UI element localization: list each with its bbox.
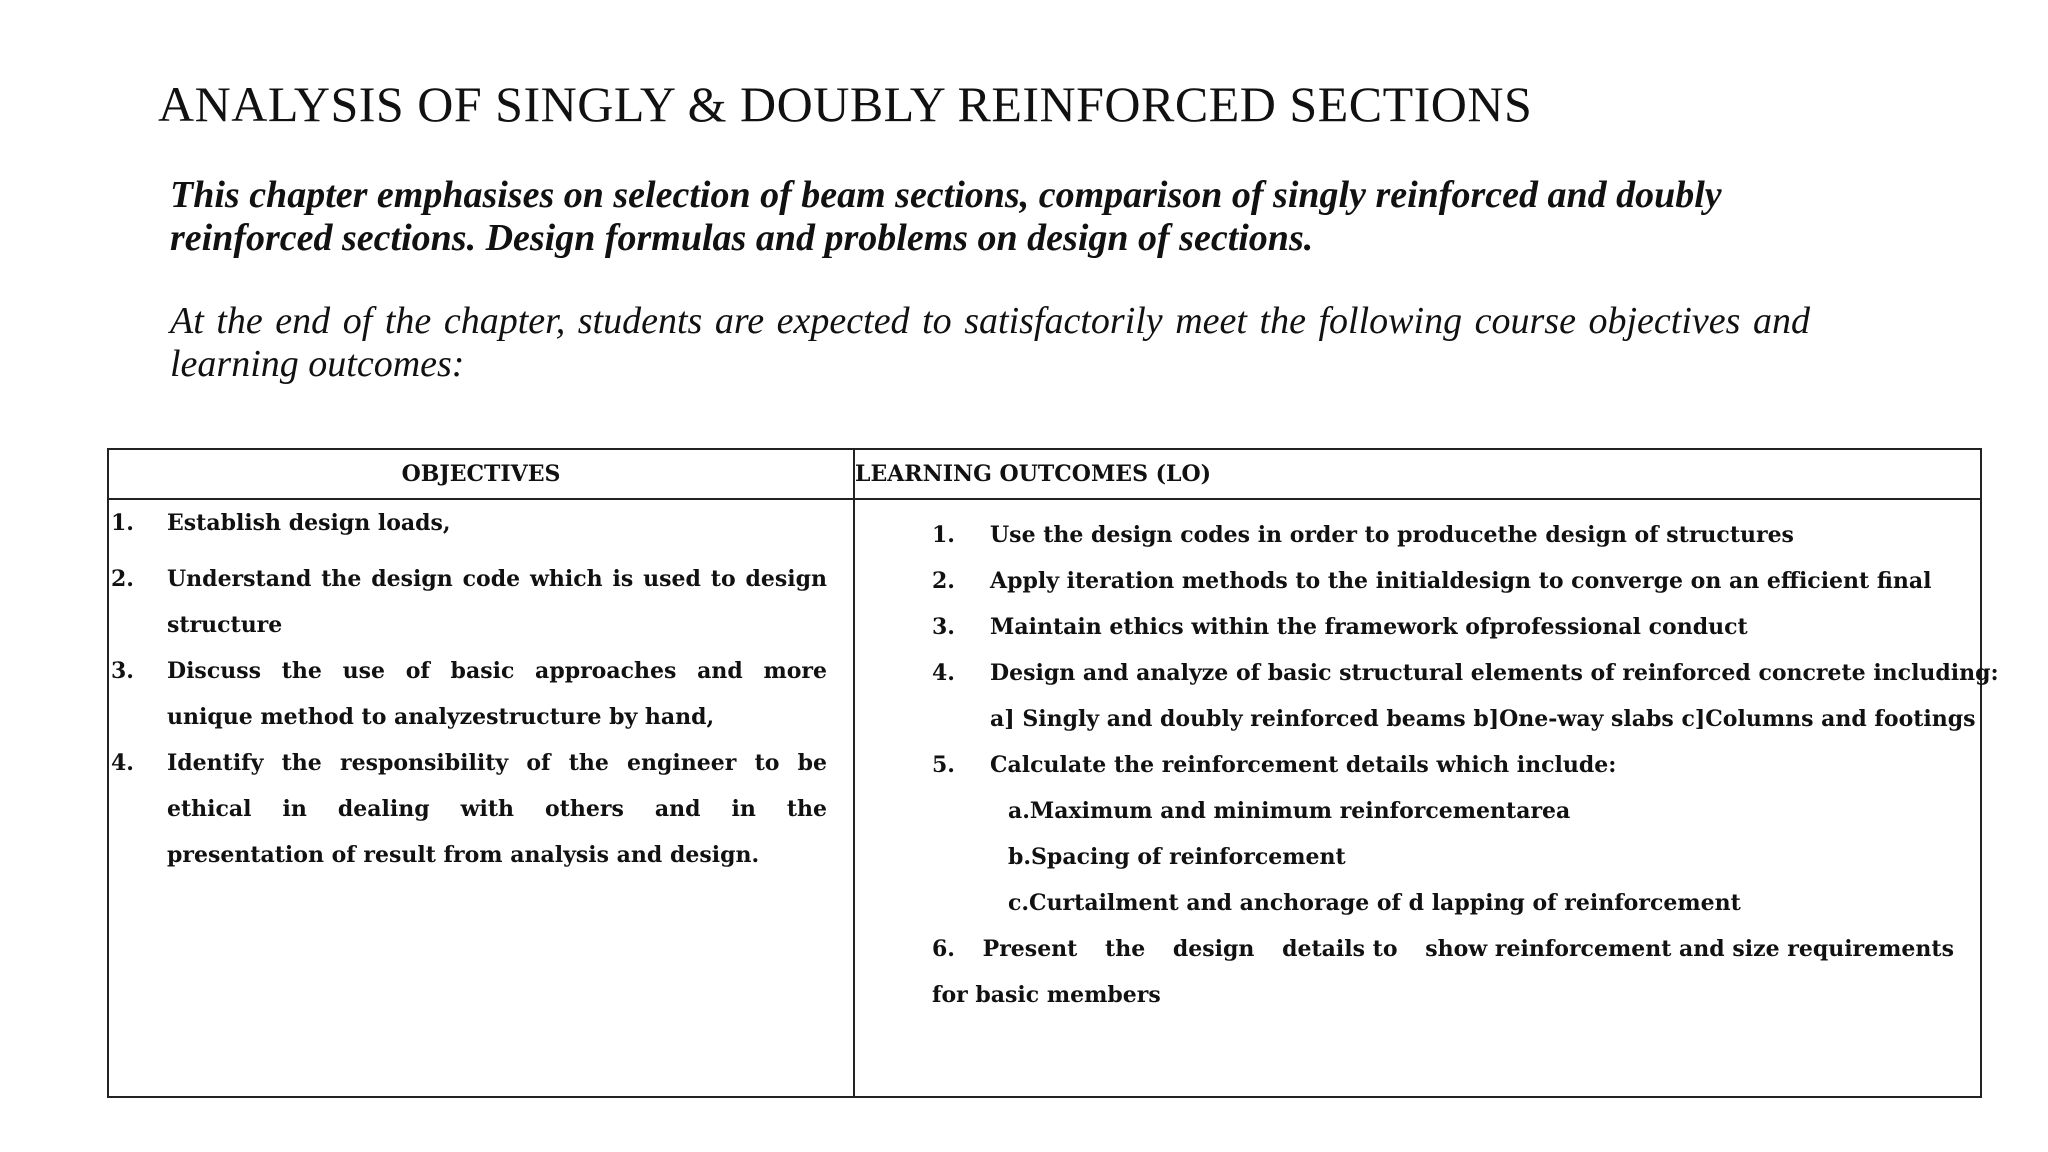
slide-title: ANALYSIS OF SINGLY & DOUBLY REINFORCED SECTIONS <box>158 76 1533 132</box>
objective-text: Identify the responsibility of the engineer to be ethical in dealing with others and in the presentation of result from analysis and design. <box>167 750 827 868</box>
objectives-list <box>109 500 853 878</box>
outcome-6-second-line: for basic members <box>932 982 1161 1008</box>
chapter-intro: This chapter emphasises on selection of beam sections, comparison of singly reinforced and doubly reinforced sections. Design formulas and problems on design of sections. <box>170 174 1722 259</box>
outcome-6-word: Present <box>982 936 1078 962</box>
outcome-4-continuation: a] Singly and doubly reinforced beams b]One-way slabs c]Columns and footings <box>990 706 1976 732</box>
outcome-number: 5. <box>932 752 955 778</box>
outcome-number: 4. <box>932 660 955 686</box>
objective-number: 1. <box>111 510 134 536</box>
objective-text: Establish design loads, <box>167 510 451 536</box>
outcome-5-subitem: a.Maximum and minimum reinforcementarea <box>1008 798 1571 824</box>
outcome-item <box>855 604 1980 650</box>
outcome-text: Calculate the reinforcement details which include: <box>990 752 1617 778</box>
outcome-number: 2. <box>932 568 955 594</box>
objective-item <box>109 648 853 740</box>
objective-item <box>109 500 853 546</box>
objectives-header: OBJECTIVES <box>108 449 854 499</box>
outcome-6-tail: show reinforcement and size requirements <box>1425 936 1954 962</box>
outcome-item <box>855 650 1999 696</box>
objectives-cell <box>108 499 854 1097</box>
objective-item <box>109 740 853 878</box>
table-header-row <box>108 449 1981 499</box>
outcome-item <box>855 558 1980 604</box>
objective-number: 2. <box>111 566 134 592</box>
learning-goals-statement: At the end of the chapter, students are expected to satisfactorily meet the following course objectives and learning outcomes: <box>170 300 1810 385</box>
objective-text: Discuss the use of basic approaches and more unique method to analyzestructure by hand, <box>167 658 827 730</box>
outcome-number: 1. <box>932 522 955 548</box>
outcome-text: Maintain ethics within the framework ofprofessional conduct <box>990 614 1748 640</box>
objective-number: 4. <box>111 750 134 776</box>
outcome-number: 6. <box>932 936 955 962</box>
objective-text: Understand the design code which is used to design structure <box>167 566 827 638</box>
outcome-5-subitem: b.Spacing of reinforcement <box>1008 844 1346 870</box>
outcome-6-word: details to <box>1282 936 1398 962</box>
outcomes-cell <box>854 499 1999 1097</box>
outcome-item <box>855 742 1980 788</box>
table-body-row <box>108 499 1981 1097</box>
outcome-item-6 <box>855 926 1980 1018</box>
objective-number: 3. <box>111 658 134 684</box>
objectives-outcomes-table <box>107 448 1999 1098</box>
outcome-6-word: the <box>1105 936 1146 962</box>
objective-item <box>109 556 853 648</box>
outcomes-header: LEARNING OUTCOMES (LO) <box>854 449 1981 499</box>
outcome-number: 3. <box>932 614 955 640</box>
outcomes-list <box>855 500 1999 1018</box>
outcome-text: Apply iteration methods to the initialdesign to converge on an efficient final <box>990 568 1932 594</box>
outcome-6-first-line <box>932 926 1954 972</box>
outcome-5-subitem: c.Curtailment and anchorage of d lapping of reinforcement <box>1008 890 1741 916</box>
outcome-6-word: design <box>1172 936 1255 962</box>
outcome-text: Use the design codes in order to producethe design of structures <box>990 522 1794 548</box>
outcome-item <box>855 512 1980 558</box>
outcome-text: Design and analyze of basic structural elements of reinforced concrete including: <box>990 660 1999 686</box>
